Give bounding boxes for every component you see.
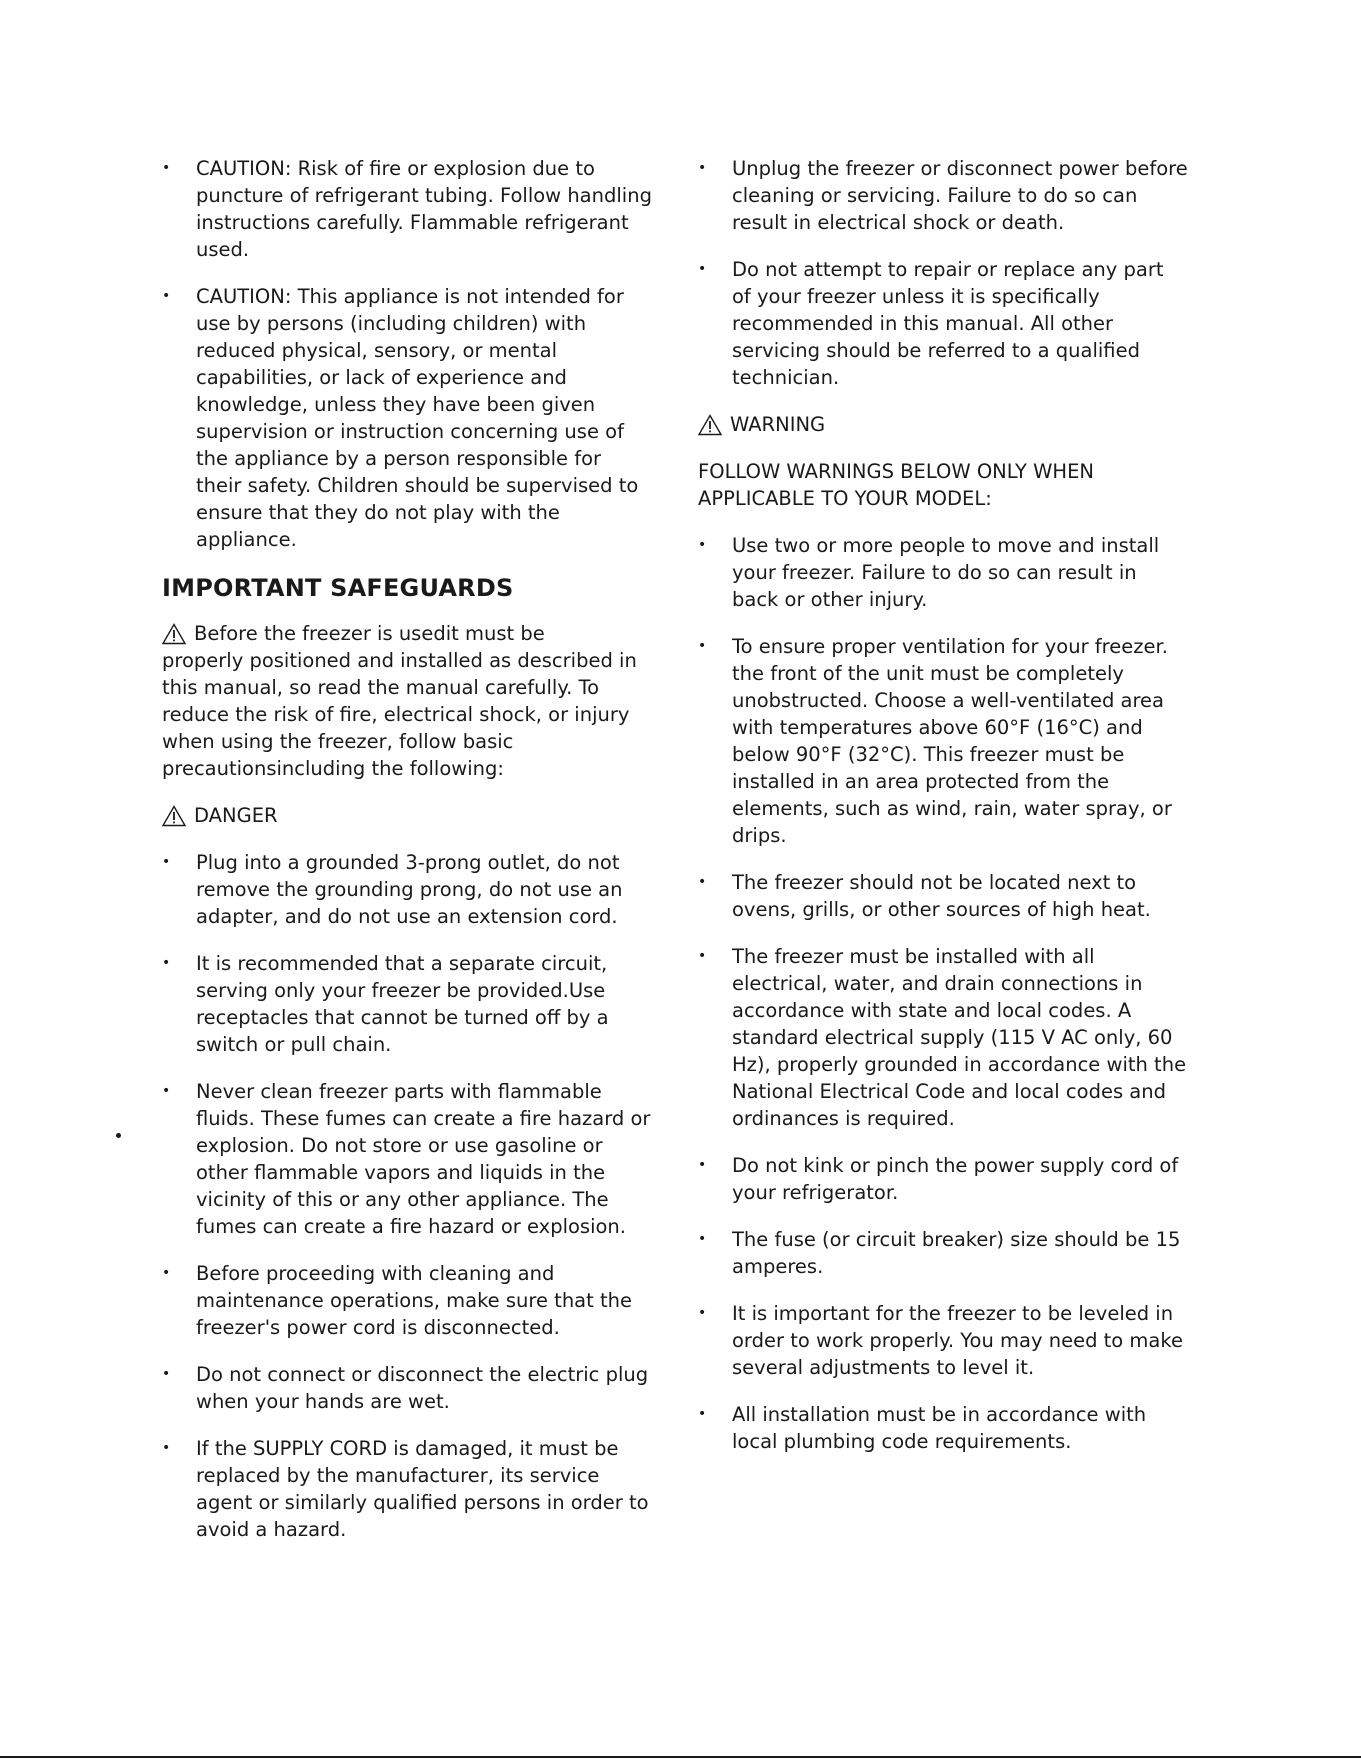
item-unplug: • Unplug the freezer or disconnect power before cleaning or servicing. Failure to do so can result in electrical shock or death.	[698, 155, 1188, 236]
warning-item-leveled: • It is important for the freezer to be leveled in order to work properly. You may need to make several adjustments to level it.	[698, 1300, 1188, 1381]
caution-list	[162, 155, 652, 553]
intro-lead-text: Before the freezer is usedit must be	[194, 622, 545, 645]
warning-item-plumbing: • All installation must be in accordance with local plumbing code requirements.	[698, 1401, 1188, 1455]
danger-item-cleaning: • Before proceeding with cleaning and maintenance operations, make sure that the freezer's power cord is disconnected.	[162, 1260, 652, 1341]
intro-paragraph: properly positioned and installed as described in this manual, so read the manual carefully. To reduce the risk of fire, electrical shock, or injury when using the freezer, follow basic precautionsincluding the following:	[162, 649, 637, 780]
stray-dot	[116, 1133, 121, 1138]
important-safeguards-heading: IMPORTANT SAFEGUARDS	[162, 574, 514, 602]
top-list	[698, 155, 1188, 391]
danger-label	[162, 802, 652, 829]
intro-lead-line	[162, 620, 652, 647]
danger-item-grounded-outlet: • Plug into a grounded 3-prong outlet, do not remove the grounding prong, do not use an adapter, and do not use an extension cord.	[162, 849, 652, 930]
warning-list	[698, 532, 1188, 1455]
warning-subheading: FOLLOW WARNINGS BELOW ONLY WHEN APPLICABLE TO YOUR MODEL:	[698, 460, 1095, 510]
left-column	[162, 155, 652, 1563]
danger-label-text: DANGER	[194, 804, 278, 827]
warning-triangle-icon	[698, 414, 722, 436]
warning-item-fuse: • The fuse (or circuit breaker) size should be 15 amperes.	[698, 1226, 1188, 1280]
caution-item-fire: • CAUTION: Risk of fire or explosion due to puncture of refrigerant tubing. Follow handling instructions carefully. Flammable refrigerant used.	[162, 155, 652, 263]
warning-triangle-icon	[162, 805, 186, 827]
warning-item-heat-sources: • The freezer should not be located next to ovens, grills, or other sources of high heat.	[698, 869, 1188, 923]
warning-label	[698, 411, 1188, 438]
right-column	[698, 155, 1188, 1475]
warning-triangle-icon	[162, 623, 186, 645]
caution-item-capabilities: • CAUTION: This appliance is not intended for use by persons (including children) with reduced physical, sensory, or mental capabilities, or lack of experience and knowledge, unless they have been given supervision or instruction concerning use of the appliance by a person responsible for their safety. Children should be supervised to ensure that they do not play with the appliance.	[162, 283, 652, 553]
warning-label-text: WARNING	[730, 413, 826, 436]
danger-item-wet-hands: • Do not connect or disconnect the electric plug when your hands are wet.	[162, 1361, 652, 1415]
danger-list	[162, 849, 652, 1543]
danger-item-supply-cord: • If the SUPPLY CORD is damaged, it must be replaced by the manufacturer, its service agent or similarly qualified persons in order to avoid a hazard.	[162, 1435, 652, 1543]
warning-item-codes: • The freezer must be installed with all electrical, water, and drain connections in accordance with state and local codes. A standard electrical supply (115 V AC only, 60 Hz), properly grounded in accordance with the National Electrical Code and local codes and ordinances is required.	[698, 943, 1188, 1132]
warning-item-ventilation: • To ensure proper ventilation for your freezer. the front of the unit must be completely unobstructed. Choose a well-ventilated area with temperatures above 60°F (16°C) and below 90°F (32°C). This freezer must be installed in an area protected from the elements, such as wind, rain, water spray, or drips.	[698, 633, 1188, 849]
danger-item-separate-circuit: • It is recommended that a separate circuit, serving only your freezer be provided.Use receptacles that cannot be turned off by a switch or pull chain.	[162, 950, 652, 1058]
warning-item-two-people: • Use two or more people to move and install your freezer. Failure to do so can result in back or other injury.	[698, 532, 1188, 613]
item-do-not-repair: • Do not attempt to repair or replace any part of your freezer unless it is specifically recommended in this manual. All other servicing should be referred to a qualified technician.	[698, 256, 1188, 391]
warning-item-power-cord: • Do not kink or pinch the power supply cord of your refrigerator.	[698, 1152, 1188, 1206]
bottom-rule	[0, 1756, 1361, 1758]
danger-item-flammable-fluids: • Never clean freezer parts with flammable fluids. These fumes can create a fire hazard or explosion. Do not store or use gasoline or other flammable vapors and liquids in the vicinity of this or any other appliance. The fumes can create a fire hazard or explosion.	[162, 1078, 652, 1240]
